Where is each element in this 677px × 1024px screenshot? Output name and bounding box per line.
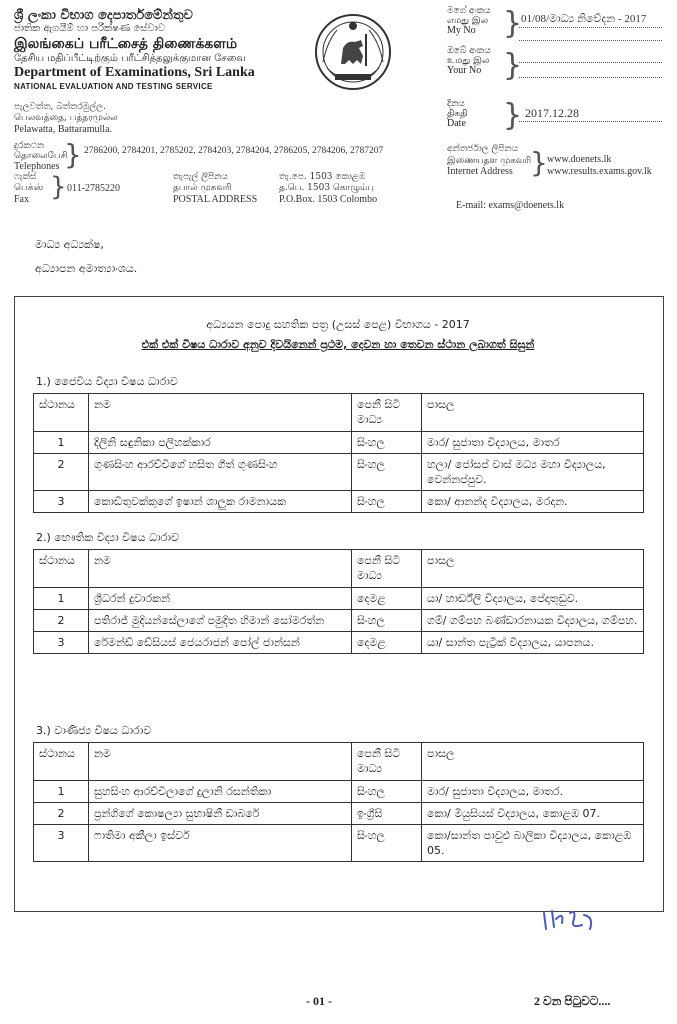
medium-cell: සිංහල xyxy=(352,454,422,491)
table-header-row xyxy=(34,394,644,432)
table-header-row xyxy=(34,550,644,588)
brace-icon: } xyxy=(50,172,67,202)
col-header-medium: පෙනී සිටි මාධ්‍ය xyxy=(352,394,422,432)
school-cell: මාර/ සුජාතා විද්‍යාලය, මාතර xyxy=(422,432,644,454)
internet-label-si: අන්තර්ජාල ලිපිනය xyxy=(447,144,519,154)
col-header-medium: පෙනී සිටි මාධ්‍ය xyxy=(352,550,422,588)
results-table-commerce xyxy=(33,742,644,862)
table-row xyxy=(34,454,644,491)
fax-label-ta: பெக்ஸ் xyxy=(14,183,44,193)
rank-cell: 2 xyxy=(34,803,89,825)
results-table-bio xyxy=(33,393,644,513)
col-header-name: නම xyxy=(89,394,352,432)
name-cell: ශ්‍රීධරන් දුවාරකන් xyxy=(89,588,352,610)
brace-icon: } xyxy=(503,6,523,41)
dept-name-sinhala: ශ්‍රී ලංකා විභාග දෙපාර්තමේන්තුව xyxy=(14,8,193,23)
my-no-value: 01/08/මාධ්‍ය නිවේදන - 2017 xyxy=(521,13,647,25)
col-header-name: නම xyxy=(89,550,352,588)
results-website-link[interactable]: www.results.exams.gov.lk xyxy=(547,166,652,177)
your-no-label-ta: உமது இல xyxy=(447,56,490,66)
brace-icon: } xyxy=(64,138,82,171)
results-subtitle: එක් එක් විෂය ධාරාව අනුව දිවයිනෙන් ප්‍රථම, දෙවන හා තෙවන ස්ථාන ලබාගත් සිසුන් xyxy=(141,338,535,351)
dept-name-english: Department of Examinations, Sri Lanka xyxy=(14,65,255,80)
place-si: පැලවත්ත, බත්තරමුල්ල. xyxy=(14,102,106,112)
your-no-label-si: ඔබේ අංකය xyxy=(447,46,491,56)
recipient-line-1: මාධ්‍ය අධ්‍යක්ෂ, xyxy=(35,238,104,251)
place-en: Pelawatta, Battaramulla. xyxy=(14,124,113,135)
medium-cell: සිංහල xyxy=(352,781,422,803)
col-header-school: පාසල xyxy=(422,394,644,432)
place-ta: பெலவத்தை, பத்தரமுல்ல xyxy=(14,113,118,123)
medium-cell: සිංහල xyxy=(352,825,422,862)
signature xyxy=(540,905,598,935)
school-cell: මාර/ සුජාතා විද්‍යාලය, මාතර. xyxy=(422,781,644,803)
fax-label-en: Fax xyxy=(14,194,29,205)
email-address[interactable]: E-mail: exams@doenets.lk xyxy=(456,200,565,211)
table-row xyxy=(34,610,644,632)
pobox-ta: த.பெ. 1503 கொழும்பு xyxy=(279,183,374,193)
medium-cell: දෙමළ xyxy=(352,632,422,654)
section-heading-physical: 2.) භෞතික විද්‍යා විෂය ධාරාව xyxy=(36,531,179,544)
name-cell: කොඩිතුවක්කුගේ ඉෂාන් ශාලුක රාමනායක xyxy=(89,491,352,513)
service-name-sinhala: ජාතික ඇගයීම් හා පරීක්ෂණ සේවාව xyxy=(14,23,165,34)
col-header-name: නම xyxy=(89,743,352,781)
dept-name-tamil: இலங்கைப் பரீட்சைத் திணைக்களம் xyxy=(14,36,238,52)
table-row xyxy=(34,588,644,610)
col-header-rank: ස්ථානය xyxy=(34,394,89,432)
date-label-ta: திகதி xyxy=(447,109,468,119)
your-no-dotline-2 xyxy=(519,77,662,78)
page-number: - 01 - xyxy=(306,994,332,1008)
table-row xyxy=(34,803,644,825)
date-label-si: දිනය xyxy=(447,99,465,109)
my-no-dotline-2 xyxy=(519,40,662,41)
section-heading-commerce: 3.) වාණිජ්‍ය විෂය ධාරාව xyxy=(36,724,152,737)
rank-cell: 3 xyxy=(34,632,89,654)
next-page-note: 2 වන පිටුවට.... xyxy=(534,994,611,1008)
school-cell: යා/ සාන්ත පැට්‍රික් විද්‍යාලය, යාපනය. xyxy=(422,632,644,654)
postal-label-si: තැපැල් ලිපිනය xyxy=(173,172,228,182)
service-name-tamil: தேசிய மதிப்பீட்டிற்கும் பரீட்சித்தலுக்குமான சேவை xyxy=(14,53,246,64)
name-cell: පතිරාජ් මුදියන්සේලාගේ පමුදිත හිමාන් සෝමරත්න xyxy=(89,610,352,632)
internet-label-en: Internet Address xyxy=(447,166,513,177)
table-row xyxy=(34,632,644,654)
rank-cell: 1 xyxy=(34,432,89,454)
school-cell: කො/ ආනන්ද විද්‍යාලය, මරදාන. xyxy=(422,491,644,513)
results-table-physical xyxy=(33,549,644,654)
your-no-dotline xyxy=(519,62,662,63)
your-no-label xyxy=(447,46,491,76)
rank-cell: 1 xyxy=(34,781,89,803)
col-header-rank: ස්ථානය xyxy=(34,550,89,588)
service-name-english: NATIONAL EVALUATION AND TESTING SERVICE xyxy=(14,82,213,91)
tel-label-ta: தொலைபேசி xyxy=(14,151,68,161)
col-header-school: පාසල xyxy=(422,550,644,588)
rank-cell: 3 xyxy=(34,491,89,513)
medium-cell: සිංහල xyxy=(352,491,422,513)
my-no-label xyxy=(447,6,491,36)
fax-label-si: ෆැක්ස් xyxy=(14,172,37,182)
school-cell: කො/සාන්ත පාවුළු බාලිකා විද්‍යාලය, කොළඹ 05. xyxy=(422,825,644,862)
my-no-label-en: My No xyxy=(447,25,476,36)
name-cell: ප්‍රන්ගිගේ කොෂල්‍යා සුභාෂිනී ඩාබරේ xyxy=(89,803,352,825)
rank-cell: 2 xyxy=(34,454,89,491)
name-cell: රේමන්ඩ් ඩේසියස් ජෙයරාජන් පෝල් ජාන්සන් xyxy=(89,632,352,654)
col-header-school: පාසල xyxy=(422,743,644,781)
date-value: 2017.12.28 xyxy=(525,106,579,120)
my-no-dotline xyxy=(519,27,662,28)
col-header-rank: ස්ථානය xyxy=(34,743,89,781)
school-cell: කො/ මියුසියස් විද්‍යාලය, කොළඹ 07. xyxy=(422,803,644,825)
school-cell: හලා/ ජෝසප් වාස් මධ්‍ය මහා විද්‍යාලය, වෙන්නප්පුව. xyxy=(422,454,644,491)
table-row xyxy=(34,491,644,513)
table-row xyxy=(34,825,644,862)
sri-lanka-emblem-icon xyxy=(313,12,393,92)
medium-cell: සිංහල xyxy=(352,610,422,632)
medium-cell: ඉංග්‍රීසි xyxy=(352,803,422,825)
your-no-label-en: Your No xyxy=(447,65,482,76)
tel-label-si: දුරකථන xyxy=(14,141,45,151)
telephone-numbers: 2786200, 2784201, 2785202, 2784203, 2784204, 2786205, 2784206, 2787207 xyxy=(84,146,384,156)
col-header-medium: පෙනී සිටි මාධ්‍ය xyxy=(352,743,422,781)
table-row xyxy=(34,781,644,803)
rank-cell: 2 xyxy=(34,610,89,632)
medium-cell: දෙමළ xyxy=(352,588,422,610)
medium-cell: සිංහල xyxy=(352,432,422,454)
internet-label-ta: இணையதள முகவரி xyxy=(447,156,532,166)
date-label-en: Date xyxy=(447,118,466,129)
name-cell: ගුණසිංහ ආරච්චිගේ හසිත ගීත් ගුණසිංහ xyxy=(89,454,352,491)
school-cell: ගම්/ ගම්පහ බණ්ඩාරනායක විද්‍යාලය, ගම්පහ. xyxy=(422,610,644,632)
my-no-label-ta: எமது இல xyxy=(447,16,489,26)
pobox-si: තැ.පෙ. 1503 කොළඹ xyxy=(279,172,366,182)
brace-icon: } xyxy=(503,48,523,83)
name-cell: ෆාතිමා අකීලා ඉස්වර් xyxy=(89,825,352,862)
fax-number: 011-2785220 xyxy=(67,183,120,194)
school-cell: යා/ හාර්ඩ්ලි විද්‍යාලය, පේද්‍රුතුඩුව. xyxy=(422,588,644,610)
name-cell: දිලිනි සඳුනිකා පලිහක්කාර xyxy=(89,432,352,454)
pobox-en: P.O.Box. 1503 Colombo xyxy=(279,194,378,205)
recipient-line-2: අධ්‍යාපන අමාත්‍යාංශය. xyxy=(35,262,138,275)
date-label xyxy=(447,99,468,129)
date-dotline xyxy=(519,121,662,122)
rank-cell: 1 xyxy=(34,588,89,610)
rank-cell: 3 xyxy=(34,825,89,862)
postal-label-en: POSTAL ADDRESS xyxy=(173,194,258,205)
brace-icon: } xyxy=(530,146,548,179)
table-header-row xyxy=(34,743,644,781)
table-row xyxy=(34,432,644,454)
postal-label-ta: தபால் முகவரி xyxy=(173,183,232,193)
my-no-label-si: මගේ අංකය xyxy=(447,6,491,16)
tel-label-en: Telephones xyxy=(14,161,60,172)
brace-icon: } xyxy=(503,98,523,133)
name-cell: සුහසිංහ ආරච්චිලාගේ දුලානි රසන්තිකා xyxy=(89,781,352,803)
section-heading-bio: 1.) ජෛවීය විද්‍යා විෂය ධාරාව xyxy=(36,375,178,388)
website-link[interactable]: www.doenets.lk xyxy=(547,154,612,165)
exam-title: අධ්‍යයන පොදු සහතික පත්‍ර (උසස් පෙළ) විභාගය - 2017 xyxy=(206,318,470,331)
